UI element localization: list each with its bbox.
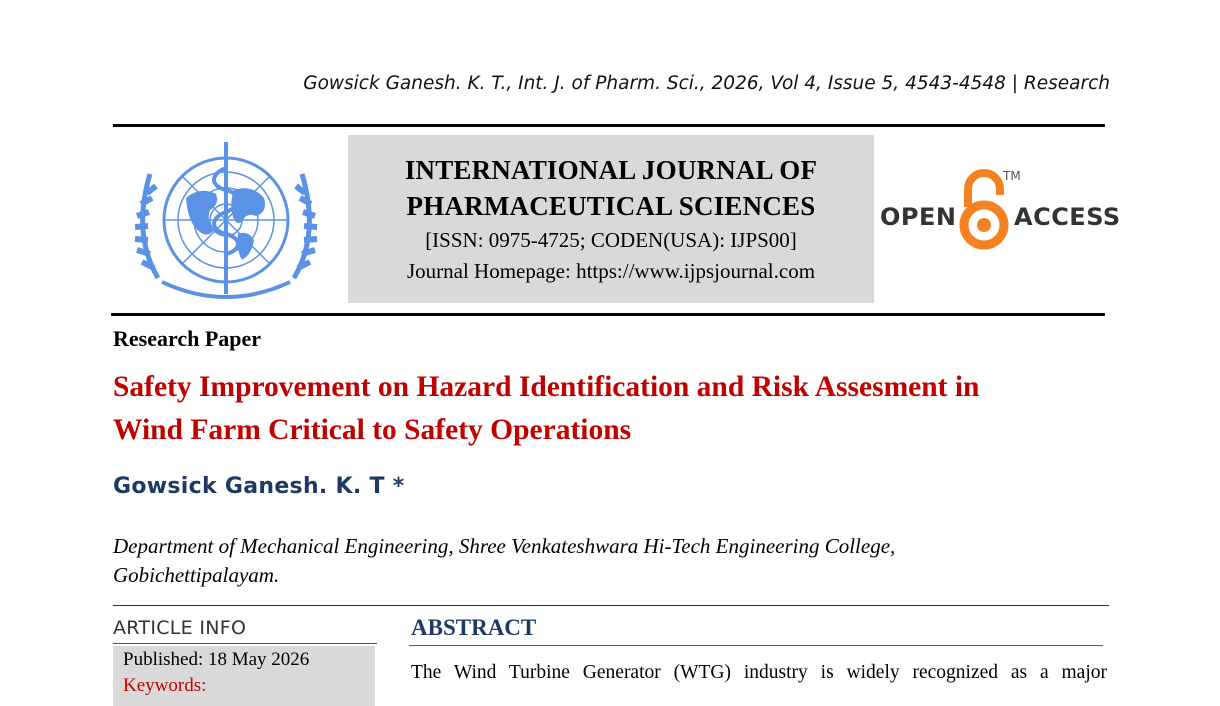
affiliation-line-1: Department of Mechanical Engineering, Shree Venkateshwara Hi-Tech Engineering College, [113, 534, 896, 558]
article-info-heading: ARTICLE INFO [113, 617, 247, 639]
journal-title-line-2: PHARMACEUTICAL SCIENCES [406, 191, 816, 221]
article-info-rule [113, 643, 377, 644]
masthead-bottom-rule [111, 313, 1105, 316]
who-emblem-icon [128, 138, 324, 306]
section-divider [113, 605, 1109, 606]
journal-masthead [348, 135, 874, 303]
abstract-rule [409, 645, 1103, 646]
top-rule [113, 124, 1105, 127]
paper-title-line-1: Safety Improvement on Hazard Identification and Risk Assesment in [113, 371, 980, 403]
keywords-label: Keywords: [123, 675, 207, 696]
author-name: Gowsick Ganesh. K. T * [113, 474, 405, 499]
journal-identifiers: [ISSN: 0975-4725; CODEN(USA): IJPS00] [425, 228, 797, 252]
abstract-heading: ABSTRACT [411, 615, 537, 640]
paper-title-line-2: Wind Farm Critical to Safety Operations [113, 414, 632, 446]
open-access-logo [880, 165, 1121, 253]
abstract-text: The Wind Turbine Generator (WTG) industry is widely recognized as a major [411, 662, 1107, 683]
trademark-mark: TM [1003, 169, 1021, 183]
paper-type: Research Paper [113, 326, 262, 351]
article-info-box [113, 646, 375, 706]
author-affiliation [113, 532, 1013, 590]
access-word: ACCESS [1014, 203, 1121, 231]
running-header: Gowsick Ganesh. K. T., Int. J. of Pharm. Sci., 2026, Vol 4, Issue 5, 4543-4548 | Research [303, 73, 1110, 94]
paper-title [113, 366, 1093, 452]
journal-homepage: Journal Homepage: https://www.ijpsjournal.com [406, 259, 816, 283]
open-word: OPEN [880, 203, 957, 231]
journal-title-line-1: INTERNATIONAL JOURNAL OF [404, 155, 818, 185]
published-date: Published: 18 May 2026 [123, 649, 310, 670]
affiliation-line-2: Gobichettipalayam. [113, 563, 280, 587]
